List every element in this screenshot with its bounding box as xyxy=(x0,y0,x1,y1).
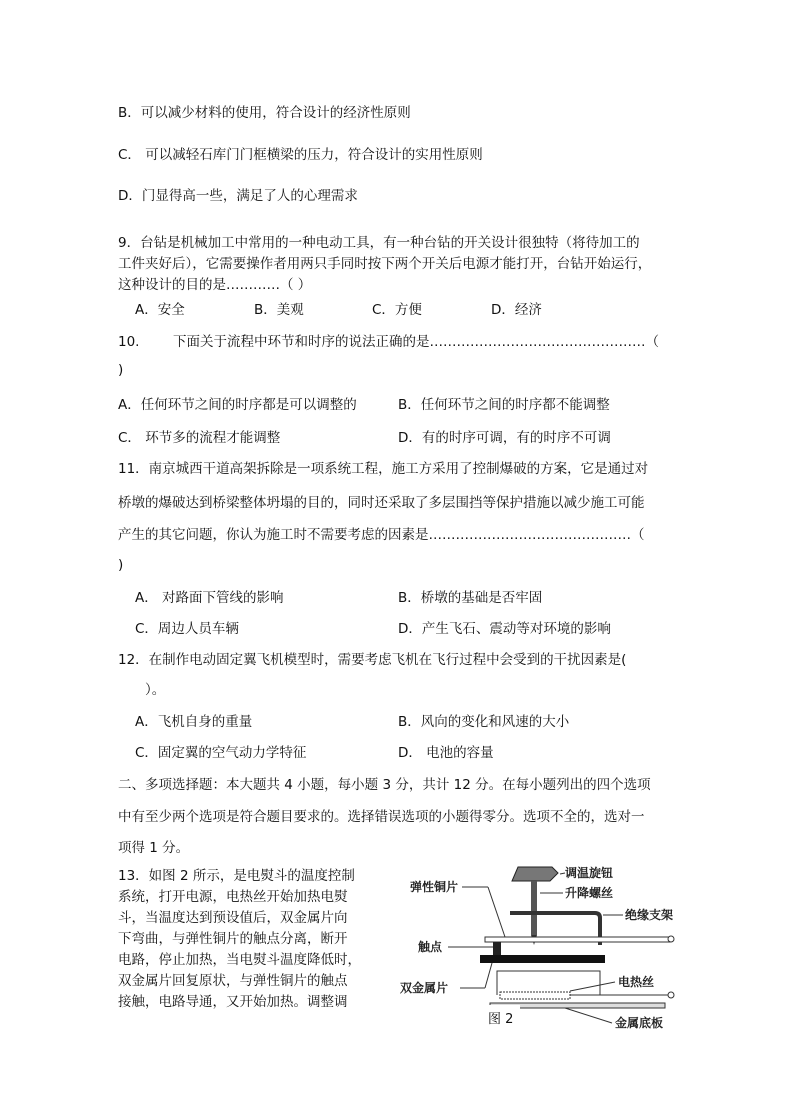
q13-line: 下弯曲，与弹性铜片的触点分离，断开 xyxy=(118,931,348,947)
q10-stem: 下面关于流程中环节和时序的说法正确的是…………………………………………（ xyxy=(173,334,659,350)
figure-caption: 图 2 xyxy=(488,1012,514,1027)
screw-shape xyxy=(531,881,537,935)
q11-option-b: B．桥墩的基础是否牢固 xyxy=(398,590,543,606)
q13-line: 电路，停止加热，当电熨斗温度降低时， xyxy=(118,952,361,968)
q12-option-a: A．飞机自身的重量 xyxy=(135,714,253,730)
q8-option-b: B．可以减少材料的使用，符合设计的经济性原则 xyxy=(118,105,411,121)
q11-close: ) xyxy=(118,557,124,573)
q9-line: 工件夹好后），它需要操作者用两只手同时按下两个开关后电源才能打开，台钻开始运行， xyxy=(118,256,652,272)
q9-option-b: B．美观 xyxy=(254,302,304,318)
bimetal-strip xyxy=(480,955,605,963)
q11-option-a: A． 对路面下管线的影响 xyxy=(135,590,284,606)
label-contact: 触点 xyxy=(418,940,443,954)
q13-line: 接触，电路导通，又开始加热。调整调 xyxy=(118,994,348,1010)
q12-option-b: B．风向的变化和风速的大小 xyxy=(398,714,570,730)
q12-option-c: C．固定翼的空气动力学特征 xyxy=(135,745,307,761)
copper-strip xyxy=(485,937,670,942)
q12-line: 12．在制作电动固定翼飞机模型时，需要考虑飞机在飞行过程中会受到的干扰因素是( xyxy=(118,652,627,668)
q12-line: ）。 xyxy=(145,682,166,698)
q9-line: 9．台钻是机械加工中常用的一种电动工具，有一种台钻的开关设计很独特（将待加工的 xyxy=(118,235,640,251)
label-screw: 升降螺丝 xyxy=(565,886,614,900)
label-bimetal: 双金属片 xyxy=(400,981,449,995)
q13-line: 双金属片回复原状，与弹性铜片的触点 xyxy=(118,973,348,989)
q13-line: 系统，打开电源，电热丝开始加热电熨 xyxy=(118,889,348,905)
q9-option-a: A．安全 xyxy=(135,302,185,318)
q10-option-b: B．任何环节之间的时序都不能调整 xyxy=(398,397,610,413)
q13-line: 13．如图 2 所示，是电熨斗的温度控制 xyxy=(118,868,355,884)
q9-line: 这种设计的目的是…………（ ） xyxy=(118,277,312,293)
label-base: 金属底板 xyxy=(615,1016,664,1030)
knob-shape xyxy=(512,867,558,881)
q12-option-d: D． 电池的容量 xyxy=(398,745,494,761)
q13-line: 斗，当温度达到预设值后，双金属片向 xyxy=(118,910,348,926)
q8-option-c: C． 可以减轻石库门门框横梁的压力，符合设计的实用性原则 xyxy=(118,147,483,163)
q9-option-d: D．经济 xyxy=(491,302,542,318)
q11-option-d: D．产生飞石、震动等对环境的影响 xyxy=(398,621,611,637)
label-support: 绝缘支架 xyxy=(625,908,674,922)
q11-option-c: C．周边人员车辆 xyxy=(135,621,239,637)
q10-number: 10. xyxy=(118,334,140,350)
q11-line: 11．南京城西干道高架拆除是一项系统工程，施工方采用了控制爆破的方案，它是通过对 xyxy=(118,461,649,477)
iron-temperature-control-diagram xyxy=(400,855,705,1035)
q11-line: 桥墩的爆破达到桥梁整体坍塌的目的，同时还采取了多层围挡等保护措施以减少施工可能 xyxy=(118,495,645,511)
q8-option-d: D．门显得高一些，满足了人的心理需求 xyxy=(118,188,358,204)
q10-option-c: C． 环节多的流程才能调整 xyxy=(118,430,281,446)
q10-option-a: A．任何环节之间的时序都是可以调整的 xyxy=(118,397,357,413)
label-knob: 调温旋钮 xyxy=(565,866,614,880)
q10-close: ) xyxy=(118,362,124,378)
section2-line: 中有至少两个选项是符合题目要求的。选择错误选项的小题得零分。选项不全的，选对一 xyxy=(118,809,645,825)
q10-option-d: D．有的时序可调，有的时序不可调 xyxy=(398,430,611,446)
label-copper: 弹性铜片 xyxy=(410,880,459,894)
q11-line: 产生的其它问题，你认为施工时不需要考虑的因素是………………………………………（ xyxy=(118,527,645,543)
contact-shape xyxy=(493,942,501,955)
heating-wire xyxy=(500,992,570,999)
label-wire: 电热丝 xyxy=(618,975,655,989)
section2-line: 项得 1 分。 xyxy=(118,840,190,856)
section2-line: 二、多项选择题：本大题共 4 小题，每小题 3 分，共计 12 分。在每小题列出的四个选项 xyxy=(118,777,651,793)
q9-option-c: C．方便 xyxy=(372,302,422,318)
